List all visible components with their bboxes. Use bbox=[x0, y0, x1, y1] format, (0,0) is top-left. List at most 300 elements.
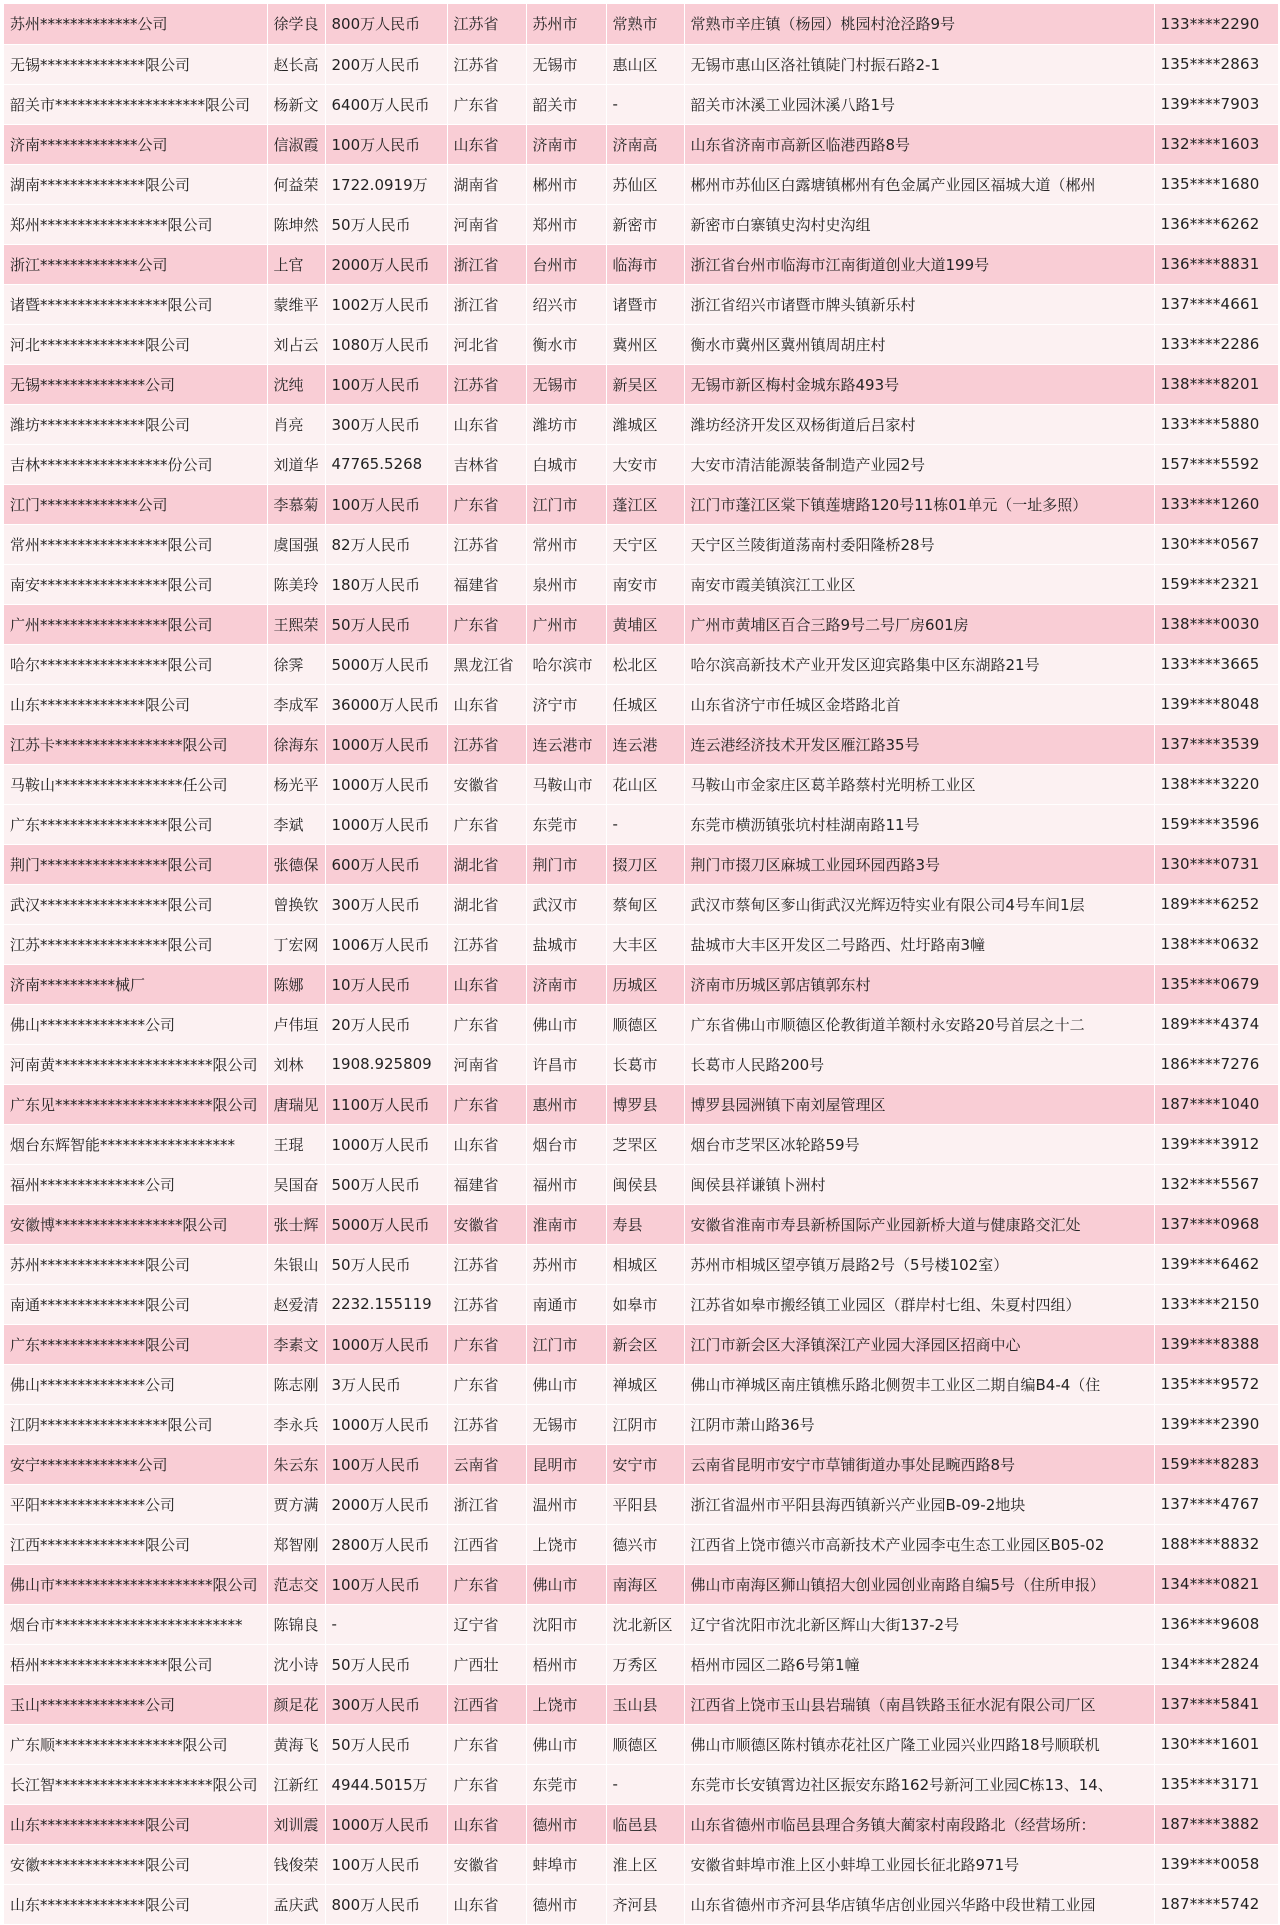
company-name-cell: 荆门*****************限公司 bbox=[4, 844, 267, 884]
company-name-cell: 佛山**************公司 bbox=[4, 1364, 267, 1404]
province-cell: 广东省 bbox=[447, 1764, 526, 1804]
city-cell: 南通市 bbox=[526, 1284, 606, 1324]
legal-person-cell: 王熙荣 bbox=[267, 604, 325, 644]
province-cell: 山东省 bbox=[447, 964, 526, 1004]
company-name-cell: 马鞍山*****************任公司 bbox=[4, 764, 267, 804]
phone-cell: 139****3912 bbox=[1154, 1124, 1278, 1164]
registered-capital-cell: 2000万人民币 bbox=[325, 1484, 447, 1524]
address-cell: 济南市历城区郭店镇郭东村 bbox=[684, 964, 1154, 1004]
company-name-cell: 山东**************限公司 bbox=[4, 684, 267, 724]
registered-capital-cell: 1080万人民币 bbox=[325, 324, 447, 364]
city-cell: 常州市 bbox=[526, 524, 606, 564]
district-cell: 平阳县 bbox=[606, 1484, 684, 1524]
district-cell: 闽侯县 bbox=[606, 1164, 684, 1204]
city-cell: 济宁市 bbox=[526, 684, 606, 724]
table-row bbox=[4, 1404, 1278, 1444]
address-cell: 浙江省台州市临海市江南街道创业大道199号 bbox=[684, 244, 1154, 284]
company-name-cell: 济南*************公司 bbox=[4, 124, 267, 164]
phone-cell: 157****5592 bbox=[1154, 444, 1278, 484]
province-cell: 吉林省 bbox=[447, 444, 526, 484]
province-cell: 江苏省 bbox=[447, 1244, 526, 1284]
district-cell: 黄埔区 bbox=[606, 604, 684, 644]
legal-person-cell: 赵长高 bbox=[267, 44, 325, 84]
legal-person-cell: 杨光平 bbox=[267, 764, 325, 804]
district-cell: 蓬江区 bbox=[606, 484, 684, 524]
phone-cell: 187****1040 bbox=[1154, 1084, 1278, 1124]
registered-capital-cell: 800万人民币 bbox=[325, 1884, 447, 1924]
company-name-cell: 吉林*****************份公司 bbox=[4, 444, 267, 484]
legal-person-cell: 吴国奋 bbox=[267, 1164, 325, 1204]
province-cell: 湖北省 bbox=[447, 844, 526, 884]
district-cell: 如皋市 bbox=[606, 1284, 684, 1324]
city-cell: 郴州市 bbox=[526, 164, 606, 204]
city-cell: 许昌市 bbox=[526, 1044, 606, 1084]
phone-cell: 159****8283 bbox=[1154, 1444, 1278, 1484]
table-row bbox=[4, 244, 1278, 284]
city-cell: 江门市 bbox=[526, 1324, 606, 1364]
city-cell: 台州市 bbox=[526, 244, 606, 284]
address-cell: 东莞市长安镇霄边社区振安东路162号新河工业园C栋13、14、 bbox=[684, 1764, 1154, 1804]
company-name-cell: 武汉*****************限公司 bbox=[4, 884, 267, 924]
phone-cell: 159****3596 bbox=[1154, 804, 1278, 844]
province-cell: 广西壮 bbox=[447, 1644, 526, 1684]
phone-cell: 139****8388 bbox=[1154, 1324, 1278, 1364]
district-cell: 万秀区 bbox=[606, 1644, 684, 1684]
province-cell: 河南省 bbox=[447, 1044, 526, 1084]
province-cell: 山东省 bbox=[447, 1804, 526, 1844]
table-row bbox=[4, 924, 1278, 964]
company-name-cell: 广东见*********************限公司 bbox=[4, 1084, 267, 1124]
registered-capital-cell: 2800万人民币 bbox=[325, 1524, 447, 1564]
district-cell: 长葛市 bbox=[606, 1044, 684, 1084]
district-cell: 新密市 bbox=[606, 204, 684, 244]
phone-cell: 132****5567 bbox=[1154, 1164, 1278, 1204]
registered-capital-cell: 1000万人民币 bbox=[325, 724, 447, 764]
company-name-cell: 潍坊**************限公司 bbox=[4, 404, 267, 444]
district-cell: 淮上区 bbox=[606, 1844, 684, 1884]
city-cell: 连云港市 bbox=[526, 724, 606, 764]
registered-capital-cell: 100万人民币 bbox=[325, 1844, 447, 1884]
company-name-cell: 郑州*****************限公司 bbox=[4, 204, 267, 244]
registered-capital-cell: 200万人民币 bbox=[325, 44, 447, 84]
registered-capital-cell: 2232.155119 bbox=[325, 1284, 447, 1324]
district-cell: 掇刀区 bbox=[606, 844, 684, 884]
city-cell: 盐城市 bbox=[526, 924, 606, 964]
phone-cell: 134****0821 bbox=[1154, 1564, 1278, 1604]
address-cell: 博罗县园洲镇下南刘屋管理区 bbox=[684, 1084, 1154, 1124]
city-cell: 无锡市 bbox=[526, 44, 606, 84]
table-row bbox=[4, 324, 1278, 364]
address-cell: 无锡市新区梅村金城东路493号 bbox=[684, 364, 1154, 404]
phone-cell: 188****8832 bbox=[1154, 1524, 1278, 1564]
table-row bbox=[4, 1844, 1278, 1884]
district-cell: 潍城区 bbox=[606, 404, 684, 444]
table-row bbox=[4, 1484, 1278, 1524]
city-cell: 沈阳市 bbox=[526, 1604, 606, 1644]
phone-cell: 136****6262 bbox=[1154, 204, 1278, 244]
phone-cell: 138****0030 bbox=[1154, 604, 1278, 644]
table-row bbox=[4, 124, 1278, 164]
district-cell: 南海区 bbox=[606, 1564, 684, 1604]
legal-person-cell: 江新红 bbox=[267, 1764, 325, 1804]
company-name-cell: 平阳**************公司 bbox=[4, 1484, 267, 1524]
address-cell: 韶关市沐溪工业园沐溪八路1号 bbox=[684, 84, 1154, 124]
phone-cell: 139****0058 bbox=[1154, 1844, 1278, 1884]
city-cell: 蚌埠市 bbox=[526, 1844, 606, 1884]
province-cell: 广东省 bbox=[447, 1004, 526, 1044]
legal-person-cell: 朱银山 bbox=[267, 1244, 325, 1284]
district-cell: 芝罘区 bbox=[606, 1124, 684, 1164]
province-cell: 广东省 bbox=[447, 1724, 526, 1764]
district-cell: 相城区 bbox=[606, 1244, 684, 1284]
city-cell: 泉州市 bbox=[526, 564, 606, 604]
company-name-cell: 福州**************公司 bbox=[4, 1164, 267, 1204]
registered-capital-cell: 5000万人民币 bbox=[325, 644, 447, 684]
province-cell: 江苏省 bbox=[447, 364, 526, 404]
city-cell: 东莞市 bbox=[526, 804, 606, 844]
registered-capital-cell: 20万人民币 bbox=[325, 1004, 447, 1044]
table-row bbox=[4, 804, 1278, 844]
province-cell: 广东省 bbox=[447, 84, 526, 124]
phone-cell: 137****0968 bbox=[1154, 1204, 1278, 1244]
table-row bbox=[4, 44, 1278, 84]
province-cell: 浙江省 bbox=[447, 284, 526, 324]
phone-cell: 138****3220 bbox=[1154, 764, 1278, 804]
registered-capital-cell: 1006万人民币 bbox=[325, 924, 447, 964]
district-cell: 花山区 bbox=[606, 764, 684, 804]
company-name-cell: 山东**************限公司 bbox=[4, 1884, 267, 1924]
table-row bbox=[4, 204, 1278, 244]
province-cell: 安徽省 bbox=[447, 1204, 526, 1244]
company-name-cell: 广州*****************限公司 bbox=[4, 604, 267, 644]
table-row bbox=[4, 4, 1278, 44]
city-cell: 江门市 bbox=[526, 484, 606, 524]
table-row bbox=[4, 1244, 1278, 1284]
table-row bbox=[4, 1124, 1278, 1164]
company-name-cell: 江门*************公司 bbox=[4, 484, 267, 524]
district-cell: - bbox=[606, 84, 684, 124]
legal-person-cell: 李素文 bbox=[267, 1324, 325, 1364]
province-cell: 江苏省 bbox=[447, 44, 526, 84]
company-name-cell: 玉山**************公司 bbox=[4, 1684, 267, 1724]
city-cell: 佛山市 bbox=[526, 1364, 606, 1404]
address-cell: 苏州市相城区望亭镇万晨路2号（5号楼102室） bbox=[684, 1244, 1154, 1284]
city-cell: 东莞市 bbox=[526, 1764, 606, 1804]
province-cell: 广东省 bbox=[447, 1084, 526, 1124]
district-cell: 南安市 bbox=[606, 564, 684, 604]
province-cell: 山东省 bbox=[447, 1124, 526, 1164]
city-cell: 哈尔滨市 bbox=[526, 644, 606, 684]
city-cell: 惠州市 bbox=[526, 1084, 606, 1124]
province-cell: 山东省 bbox=[447, 404, 526, 444]
province-cell: 浙江省 bbox=[447, 244, 526, 284]
registered-capital-cell: 5000万人民币 bbox=[325, 1204, 447, 1244]
legal-person-cell: 黄海飞 bbox=[267, 1724, 325, 1764]
registered-capital-cell: 1000万人民币 bbox=[325, 1324, 447, 1364]
table-row bbox=[4, 404, 1278, 444]
table-row bbox=[4, 1164, 1278, 1204]
phone-cell: 138****0632 bbox=[1154, 924, 1278, 964]
legal-person-cell: 钱俊荣 bbox=[267, 1844, 325, 1884]
city-cell: 德州市 bbox=[526, 1804, 606, 1844]
address-cell: 山东省济宁市任城区金塔路北首 bbox=[684, 684, 1154, 724]
company-name-cell: 韶关市********************限公司 bbox=[4, 84, 267, 124]
address-cell: 安徽省蚌埠市淮上区小蚌埠工业园长征北路971号 bbox=[684, 1844, 1154, 1884]
legal-person-cell: 李斌 bbox=[267, 804, 325, 844]
address-cell: 江阴市萧山路36号 bbox=[684, 1404, 1154, 1444]
city-cell: 韶关市 bbox=[526, 84, 606, 124]
registered-capital-cell: 1000万人民币 bbox=[325, 1804, 447, 1844]
phone-cell: 135****2863 bbox=[1154, 44, 1278, 84]
phone-cell: 133****5880 bbox=[1154, 404, 1278, 444]
company-name-cell: 江西**************限公司 bbox=[4, 1524, 267, 1564]
table-row bbox=[4, 684, 1278, 724]
table-row bbox=[4, 1764, 1278, 1804]
district-cell: 连云港 bbox=[606, 724, 684, 764]
address-cell: 南安市霞美镇滨江工业区 bbox=[684, 564, 1154, 604]
legal-person-cell: 信淑霞 bbox=[267, 124, 325, 164]
city-cell: 荆门市 bbox=[526, 844, 606, 884]
company-name-cell: 常州*****************限公司 bbox=[4, 524, 267, 564]
district-cell: 临海市 bbox=[606, 244, 684, 284]
phone-cell: 134****2824 bbox=[1154, 1644, 1278, 1684]
legal-person-cell: 赵爱清 bbox=[267, 1284, 325, 1324]
legal-person-cell: 颜足花 bbox=[267, 1684, 325, 1724]
address-cell: 江苏省如皋市搬经镇工业园区（群岸村七组、朱夏村四组） bbox=[684, 1284, 1154, 1324]
phone-cell: 159****2321 bbox=[1154, 564, 1278, 604]
legal-person-cell: 陈志刚 bbox=[267, 1364, 325, 1404]
address-cell: 安徽省淮南市寿县新桥国际产业园新桥大道与健康路交汇处 bbox=[684, 1204, 1154, 1244]
company-name-cell: 江苏卡*****************限公司 bbox=[4, 724, 267, 764]
address-cell: 连云港经济技术开发区雁江路35号 bbox=[684, 724, 1154, 764]
phone-cell: 139****8048 bbox=[1154, 684, 1278, 724]
district-cell: 禅城区 bbox=[606, 1364, 684, 1404]
address-cell: 闽侯县祥谦镇卜洲村 bbox=[684, 1164, 1154, 1204]
address-cell: 广东省佛山市顺德区伦教街道羊额村永安路20号首层之十二 bbox=[684, 1004, 1154, 1044]
city-cell: 上饶市 bbox=[526, 1524, 606, 1564]
address-cell: 烟台市芝罘区冰轮路59号 bbox=[684, 1124, 1154, 1164]
registered-capital-cell: 50万人民币 bbox=[325, 1244, 447, 1284]
province-cell: 江苏省 bbox=[447, 1404, 526, 1444]
address-cell: 江门市蓬江区棠下镇莲塘路120号11栋01单元（一址多照） bbox=[684, 484, 1154, 524]
phone-cell: 133****3665 bbox=[1154, 644, 1278, 684]
legal-person-cell: 唐瑞见 bbox=[267, 1084, 325, 1124]
legal-person-cell: 李慕菊 bbox=[267, 484, 325, 524]
address-cell: 佛山市顺德区陈村镇赤花社区广隆工业园兴业四路18号顺联机 bbox=[684, 1724, 1154, 1764]
legal-person-cell: 张德保 bbox=[267, 844, 325, 884]
legal-person-cell: 刘占云 bbox=[267, 324, 325, 364]
registered-capital-cell: 100万人民币 bbox=[325, 124, 447, 164]
city-cell: 苏州市 bbox=[526, 4, 606, 44]
address-cell: 广州市黄埔区百合三路9号二号厂房601房 bbox=[684, 604, 1154, 644]
legal-person-cell: 陈坤然 bbox=[267, 204, 325, 244]
company-name-cell: 苏州**************限公司 bbox=[4, 1244, 267, 1284]
legal-person-cell: 徐学良 bbox=[267, 4, 325, 44]
province-cell: 江西省 bbox=[447, 1524, 526, 1564]
district-cell: 松北区 bbox=[606, 644, 684, 684]
registered-capital-cell: 1908.925809 bbox=[325, 1044, 447, 1084]
phone-cell: 130****0567 bbox=[1154, 524, 1278, 564]
address-cell: 浙江省绍兴市诸暨市牌头镇新乐村 bbox=[684, 284, 1154, 324]
city-cell: 武汉市 bbox=[526, 884, 606, 924]
province-cell: 安徽省 bbox=[447, 1844, 526, 1884]
phone-cell: 189****4374 bbox=[1154, 1004, 1278, 1044]
district-cell: 齐河县 bbox=[606, 1884, 684, 1924]
province-cell: 江苏省 bbox=[447, 924, 526, 964]
legal-person-cell: 陈锦良 bbox=[267, 1604, 325, 1644]
company-name-cell: 长江智*********************限公司 bbox=[4, 1764, 267, 1804]
phone-cell: 133****2150 bbox=[1154, 1284, 1278, 1324]
address-cell: 东莞市横沥镇张坑村桂湖南路11号 bbox=[684, 804, 1154, 844]
registered-capital-cell: 50万人民币 bbox=[325, 1644, 447, 1684]
registered-capital-cell: 100万人民币 bbox=[325, 484, 447, 524]
phone-cell: 137****5841 bbox=[1154, 1684, 1278, 1724]
legal-person-cell: 刘林 bbox=[267, 1044, 325, 1084]
legal-person-cell: 刘道华 bbox=[267, 444, 325, 484]
district-cell: 冀州区 bbox=[606, 324, 684, 364]
legal-person-cell: 朱云东 bbox=[267, 1444, 325, 1484]
district-cell: 大丰区 bbox=[606, 924, 684, 964]
phone-cell: 187****3882 bbox=[1154, 1804, 1278, 1844]
district-cell: 玉山县 bbox=[606, 1684, 684, 1724]
legal-person-cell: 刘训震 bbox=[267, 1804, 325, 1844]
province-cell: 安徽省 bbox=[447, 764, 526, 804]
table-row bbox=[4, 844, 1278, 884]
legal-person-cell: 郑智刚 bbox=[267, 1524, 325, 1564]
address-cell: 无锡市惠山区洛社镇陡门村振石路2-1 bbox=[684, 44, 1154, 84]
table-row bbox=[4, 964, 1278, 1004]
province-cell: 广东省 bbox=[447, 1564, 526, 1604]
phone-cell: 189****6252 bbox=[1154, 884, 1278, 924]
city-cell: 佛山市 bbox=[526, 1004, 606, 1044]
address-cell: 江西省上饶市德兴市高新技术产业园李屯生态工业园区B05-02 bbox=[684, 1524, 1154, 1564]
company-name-cell: 南安*****************限公司 bbox=[4, 564, 267, 604]
registered-capital-cell: 500万人民币 bbox=[325, 1164, 447, 1204]
legal-person-cell: 范志交 bbox=[267, 1564, 325, 1604]
district-cell: 寿县 bbox=[606, 1204, 684, 1244]
city-cell: 苏州市 bbox=[526, 1244, 606, 1284]
address-cell: 哈尔滨高新技术产业开发区迎宾路集中区东湖路21号 bbox=[684, 644, 1154, 684]
legal-person-cell: 陈娜 bbox=[267, 964, 325, 1004]
registered-capital-cell: 600万人民币 bbox=[325, 844, 447, 884]
address-cell: 梧州市园区二路6号第1幢 bbox=[684, 1644, 1154, 1684]
city-cell: 佛山市 bbox=[526, 1724, 606, 1764]
district-cell: 诸暨市 bbox=[606, 284, 684, 324]
table-row bbox=[4, 724, 1278, 764]
phone-cell: 135****1680 bbox=[1154, 164, 1278, 204]
company-name-cell: 湖南**************限公司 bbox=[4, 164, 267, 204]
city-cell: 福州市 bbox=[526, 1164, 606, 1204]
province-cell: 福建省 bbox=[447, 1164, 526, 1204]
company-name-cell: 哈尔*****************限公司 bbox=[4, 644, 267, 684]
phone-cell: 139****6462 bbox=[1154, 1244, 1278, 1284]
province-cell: 广东省 bbox=[447, 484, 526, 524]
city-cell: 无锡市 bbox=[526, 1404, 606, 1444]
phone-cell: 136****8831 bbox=[1154, 244, 1278, 284]
registered-capital-cell: 800万人民币 bbox=[325, 4, 447, 44]
district-cell: 顺德区 bbox=[606, 1004, 684, 1044]
legal-person-cell: 沈纯 bbox=[267, 364, 325, 404]
address-cell: 天宁区兰陵街道荡南村委阳隆桥28号 bbox=[684, 524, 1154, 564]
legal-person-cell: 曾换钦 bbox=[267, 884, 325, 924]
district-cell: 沈北新区 bbox=[606, 1604, 684, 1644]
table-row bbox=[4, 164, 1278, 204]
province-cell: 广东省 bbox=[447, 604, 526, 644]
city-cell: 烟台市 bbox=[526, 1124, 606, 1164]
district-cell: 德兴市 bbox=[606, 1524, 684, 1564]
legal-person-cell: 张士辉 bbox=[267, 1204, 325, 1244]
company-name-cell: 南通**************限公司 bbox=[4, 1284, 267, 1324]
company-name-cell: 佛山**************公司 bbox=[4, 1004, 267, 1044]
company-name-cell: 广东**************限公司 bbox=[4, 1324, 267, 1364]
city-cell: 淮南市 bbox=[526, 1204, 606, 1244]
province-cell: 江苏省 bbox=[447, 524, 526, 564]
company-name-cell: 济南**********械厂 bbox=[4, 964, 267, 1004]
district-cell: - bbox=[606, 1764, 684, 1804]
city-cell: 德州市 bbox=[526, 1884, 606, 1924]
district-cell: 济南高 bbox=[606, 124, 684, 164]
table-row bbox=[4, 604, 1278, 644]
phone-cell: 135****9572 bbox=[1154, 1364, 1278, 1404]
phone-cell: 135****0679 bbox=[1154, 964, 1278, 1004]
legal-person-cell: 王琨 bbox=[267, 1124, 325, 1164]
phone-cell: 130****0731 bbox=[1154, 844, 1278, 884]
company-name-cell: 山东**************限公司 bbox=[4, 1804, 267, 1844]
legal-person-cell: 上官 bbox=[267, 244, 325, 284]
registered-capital-cell: 1722.0919万 bbox=[325, 164, 447, 204]
address-cell: 新密市白寨镇史沟村史沟组 bbox=[684, 204, 1154, 244]
table-row bbox=[4, 84, 1278, 124]
registered-capital-cell: 50万人民币 bbox=[325, 204, 447, 244]
table-row bbox=[4, 884, 1278, 924]
district-cell: 惠山区 bbox=[606, 44, 684, 84]
phone-cell: 137****3539 bbox=[1154, 724, 1278, 764]
registered-capital-cell: 36000万人民币 bbox=[325, 684, 447, 724]
phone-cell: 139****7903 bbox=[1154, 84, 1278, 124]
company-table bbox=[4, 4, 1279, 1925]
company-name-cell: 河南黄*********************限公司 bbox=[4, 1044, 267, 1084]
address-cell: 佛山市禅城区南庄镇樵乐路北侧贺丰工业区二期自编B4-4（住 bbox=[684, 1364, 1154, 1404]
table-body bbox=[4, 4, 1278, 1924]
province-cell: 江苏省 bbox=[447, 724, 526, 764]
district-cell: 新吴区 bbox=[606, 364, 684, 404]
table-row bbox=[4, 1604, 1278, 1644]
table-row bbox=[4, 1884, 1278, 1924]
company-name-cell: 广东顺*****************限公司 bbox=[4, 1724, 267, 1764]
company-name-cell: 河北**************限公司 bbox=[4, 324, 267, 364]
district-cell: 蔡甸区 bbox=[606, 884, 684, 924]
city-cell: 白城市 bbox=[526, 444, 606, 484]
registered-capital-cell: 10万人民币 bbox=[325, 964, 447, 1004]
table-row bbox=[4, 1084, 1278, 1124]
table-row bbox=[4, 1044, 1278, 1084]
phone-cell: 132****1603 bbox=[1154, 124, 1278, 164]
legal-person-cell: 何益荣 bbox=[267, 164, 325, 204]
address-cell: 马鞍山市金家庄区葛羊路蔡村光明桥工业区 bbox=[684, 764, 1154, 804]
phone-cell: 130****1601 bbox=[1154, 1724, 1278, 1764]
table-row bbox=[4, 364, 1278, 404]
address-cell: 佛山市南海区狮山镇招大创业园创业南路自编5号（住所申报） bbox=[684, 1564, 1154, 1604]
company-name-cell: 佛山市*********************限公司 bbox=[4, 1564, 267, 1604]
company-name-cell: 无锡**************公司 bbox=[4, 364, 267, 404]
city-cell: 郑州市 bbox=[526, 204, 606, 244]
province-cell: 山东省 bbox=[447, 1884, 526, 1924]
city-cell: 济南市 bbox=[526, 124, 606, 164]
address-cell: 云南省昆明市安宁市草铺街道办事处昆畹西路8号 bbox=[684, 1444, 1154, 1484]
province-cell: 云南省 bbox=[447, 1444, 526, 1484]
city-cell: 广州市 bbox=[526, 604, 606, 644]
city-cell: 马鞍山市 bbox=[526, 764, 606, 804]
